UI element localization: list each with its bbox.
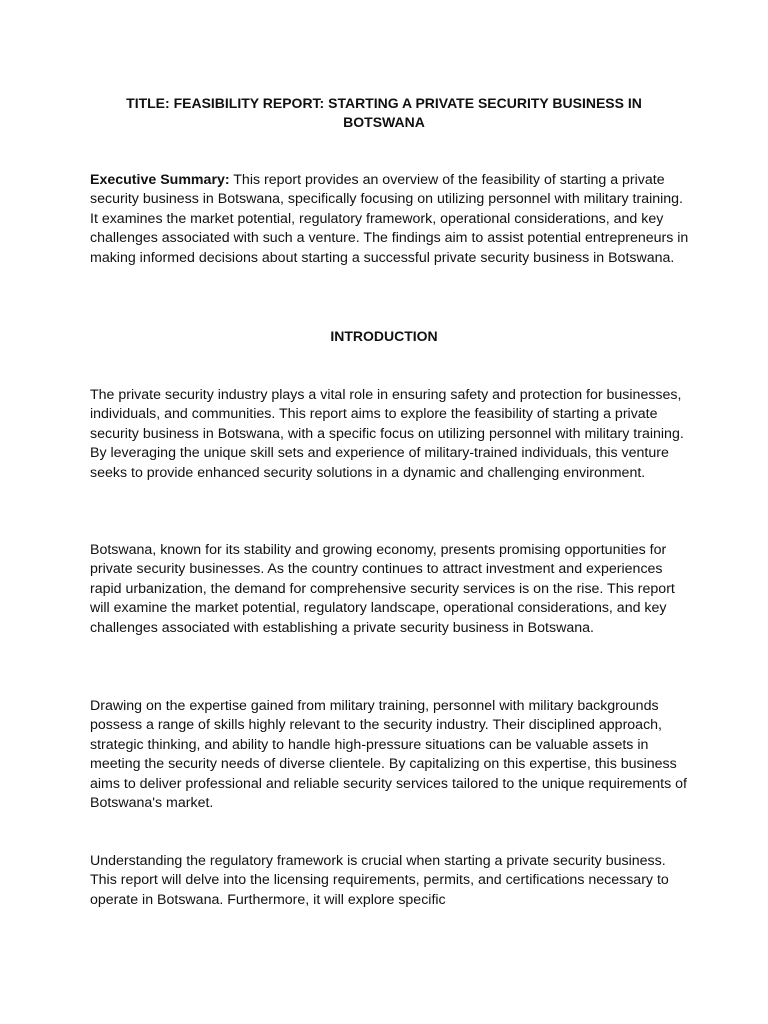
intro-paragraph-1: The private security industry plays a vital role in ensuring safety and protection for businesses, individuals, and communities. This report aims to explore the feasibility of starting a private security business in Botswana, with a specific focus on utilizing personnel with military training. By leveraging the unique skill sets and experience of military-trained individuals, this venture seeks to provide enhanced security solutions in a dynamic and challenging environment. bbox=[90, 387, 684, 481]
intro-paragraph-2: Botswana, known for its stability and growing economy, presents promising opportunities for private security businesses. As the country continues to attract investment and experiences rapid urbanization, the demand for comprehensive security services is on the rise. This report will examine the market potential, regulatory landscape, operational considerations, and key challenges associated with establishing a private security business in Botswana. bbox=[90, 542, 675, 636]
executive-summary bbox=[90, 171, 690, 268]
intro-paragraph-4: Understanding the regulatory framework is crucial when starting a private security business. This report will delve into the licensing requirements, permits, and certifications necessary to operate in Botswana. Furthermore, it will explore specific bbox=[90, 853, 669, 908]
intro-paragraph-3: Drawing on the expertise gained from military training, personnel with military backgrounds possess a range of skills highly relevant to the security industry. Their disciplined approach, strategic thinking, and ability to handle high-pressure situations can be valuable assets in meeting the security needs of diverse clientele. By capitalizing on this expertise, this business aims to deliver professional and reliable security services tailored to the unique requirements of Botswana's market. bbox=[90, 698, 687, 812]
executive-summary-label: Executive Summary: bbox=[90, 172, 230, 188]
introduction-heading: INTRODUCTION bbox=[330, 328, 438, 344]
document-title: TITLE: FEASIBILITY REPORT: STARTING A PRIVATE SECURITY BUSINESS IN BOTSWANA bbox=[126, 95, 642, 130]
executive-summary-text: This report provides an overview of the feasibility of starting a private security business in Botswana, specifically focusing on utilizing personnel with military training. It examines the market potential, regulatory framework, operational considerations, and key challenges associated with such a venture. The findings aim to assist potential entrepreneurs in making informed decisions about starting a successful private security business in Botswana. bbox=[90, 172, 689, 266]
